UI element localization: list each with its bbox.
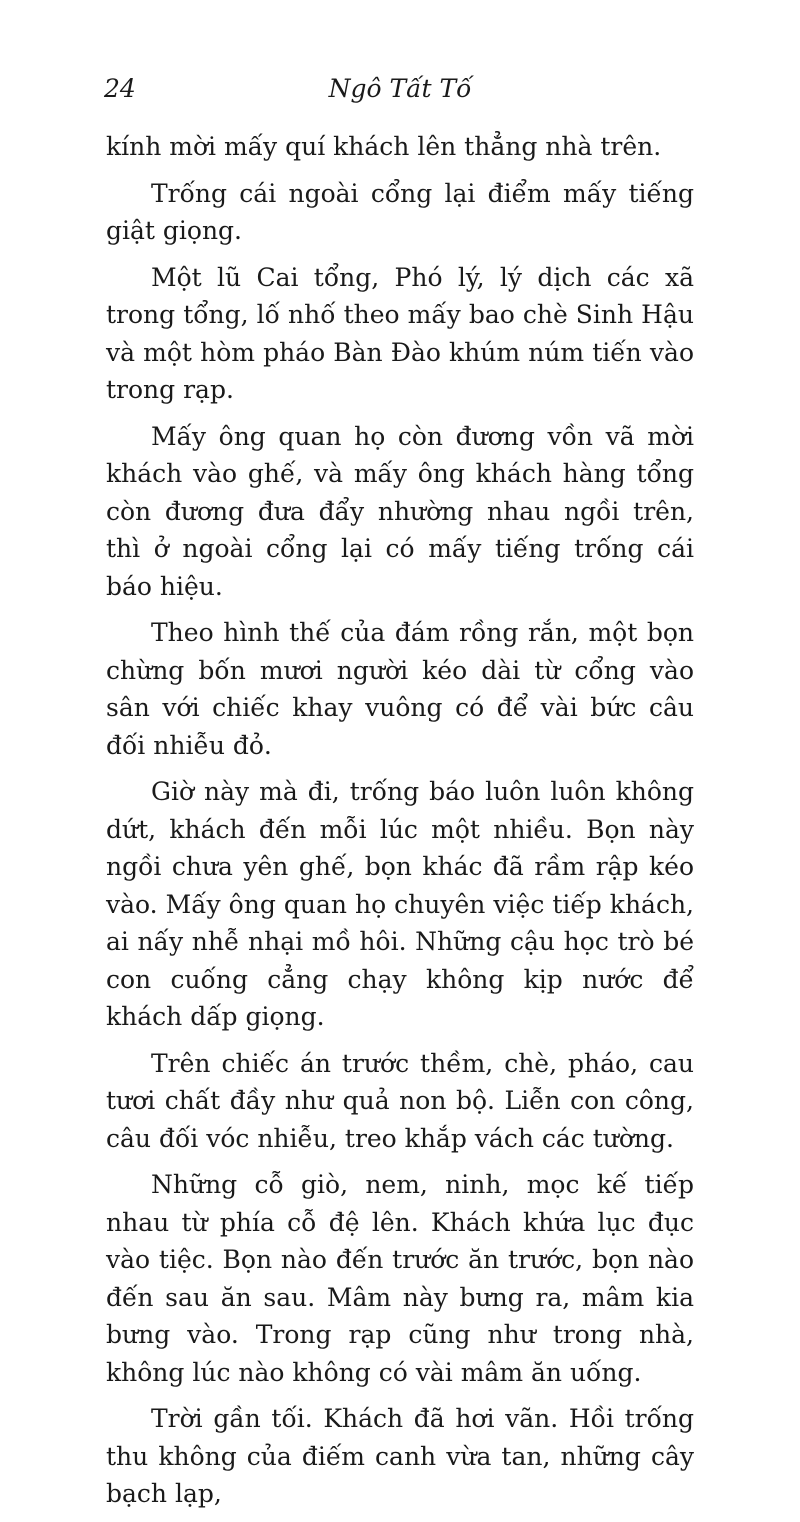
paragraph-1: kính mời mấy quí khách lên thẳng nhà trên. [106, 132, 662, 161]
paragraph-9: Trời gần tối. Khách đã hơi vãn. Hồi trống thu không của điếm canh vừa tan, những cây bạch lạp, [106, 1404, 694, 1508]
paragraph-4: Mấy ông quan họ còn đương vồn vã mời khách vào ghế, và mấy ông khách hàng tổng còn đương đưa đẩy nhường nhau ngồi trên, thì ở ngoài cổng lại có mấy tiếng trống cái báo hiệu. [106, 421, 694, 601]
page-number: 24 [104, 74, 136, 103]
paragraph-5: Theo hình thế của đám rồng rắn, một bọn chừng bốn mươi người kéo dài từ cổng vào sân với chiếc khay vuông có để vài bức câu đối nhiễu đỏ. [106, 618, 694, 760]
paragraph-8: Những cỗ giò, nem, ninh, mọc kế tiếp nhau từ phía cỗ đệ lên. Khách khứa lục đục vào tiệc. Bọn nào đến trước ăn trước, bọn nào đến sau ăn sau. Mâm này bưng ra, mâm kia bưng vào. Trong rạp cũng như trong nhà, không lúc nào không có vài mâm ăn uống. [106, 1170, 694, 1387]
body-text [106, 128, 694, 1522]
running-title-author: Ngô Tất Tố [328, 74, 472, 103]
paragraph-7: Trên chiếc án trước thềm, chè, pháo, cau tươi chất đầy như quả non bộ. Liễn con công, câu đối vóc nhiễu, treo khắp vách các tường. [106, 1048, 694, 1153]
paragraph-6: Giờ này mà đi, trống báo luôn luôn không dứt, khách đến mỗi lúc một nhiều. Bọn này ngồi chưa yên ghế, bọn khác đã rầm rập kéo vào. Mấy ông quan họ chuyên việc tiếp khách, ai nấy nhễ nhại mồ hôi. Những cậu học trò bé con cuống cẳng chạy không kịp nước để khách dấp giọng. [106, 777, 694, 1031]
paragraph-2: Trống cái ngoài cổng lại điểm mấy tiếng giật giọng. [106, 178, 694, 245]
page-header [104, 72, 696, 106]
paragraph-3: Một lũ Cai tổng, Phó lý, lý dịch các xã trong tổng, lố nhố theo mấy bao chè Sinh Hậu và một hòm pháo Bàn Đào khúm núm tiến vào trong rạp. [106, 262, 694, 404]
